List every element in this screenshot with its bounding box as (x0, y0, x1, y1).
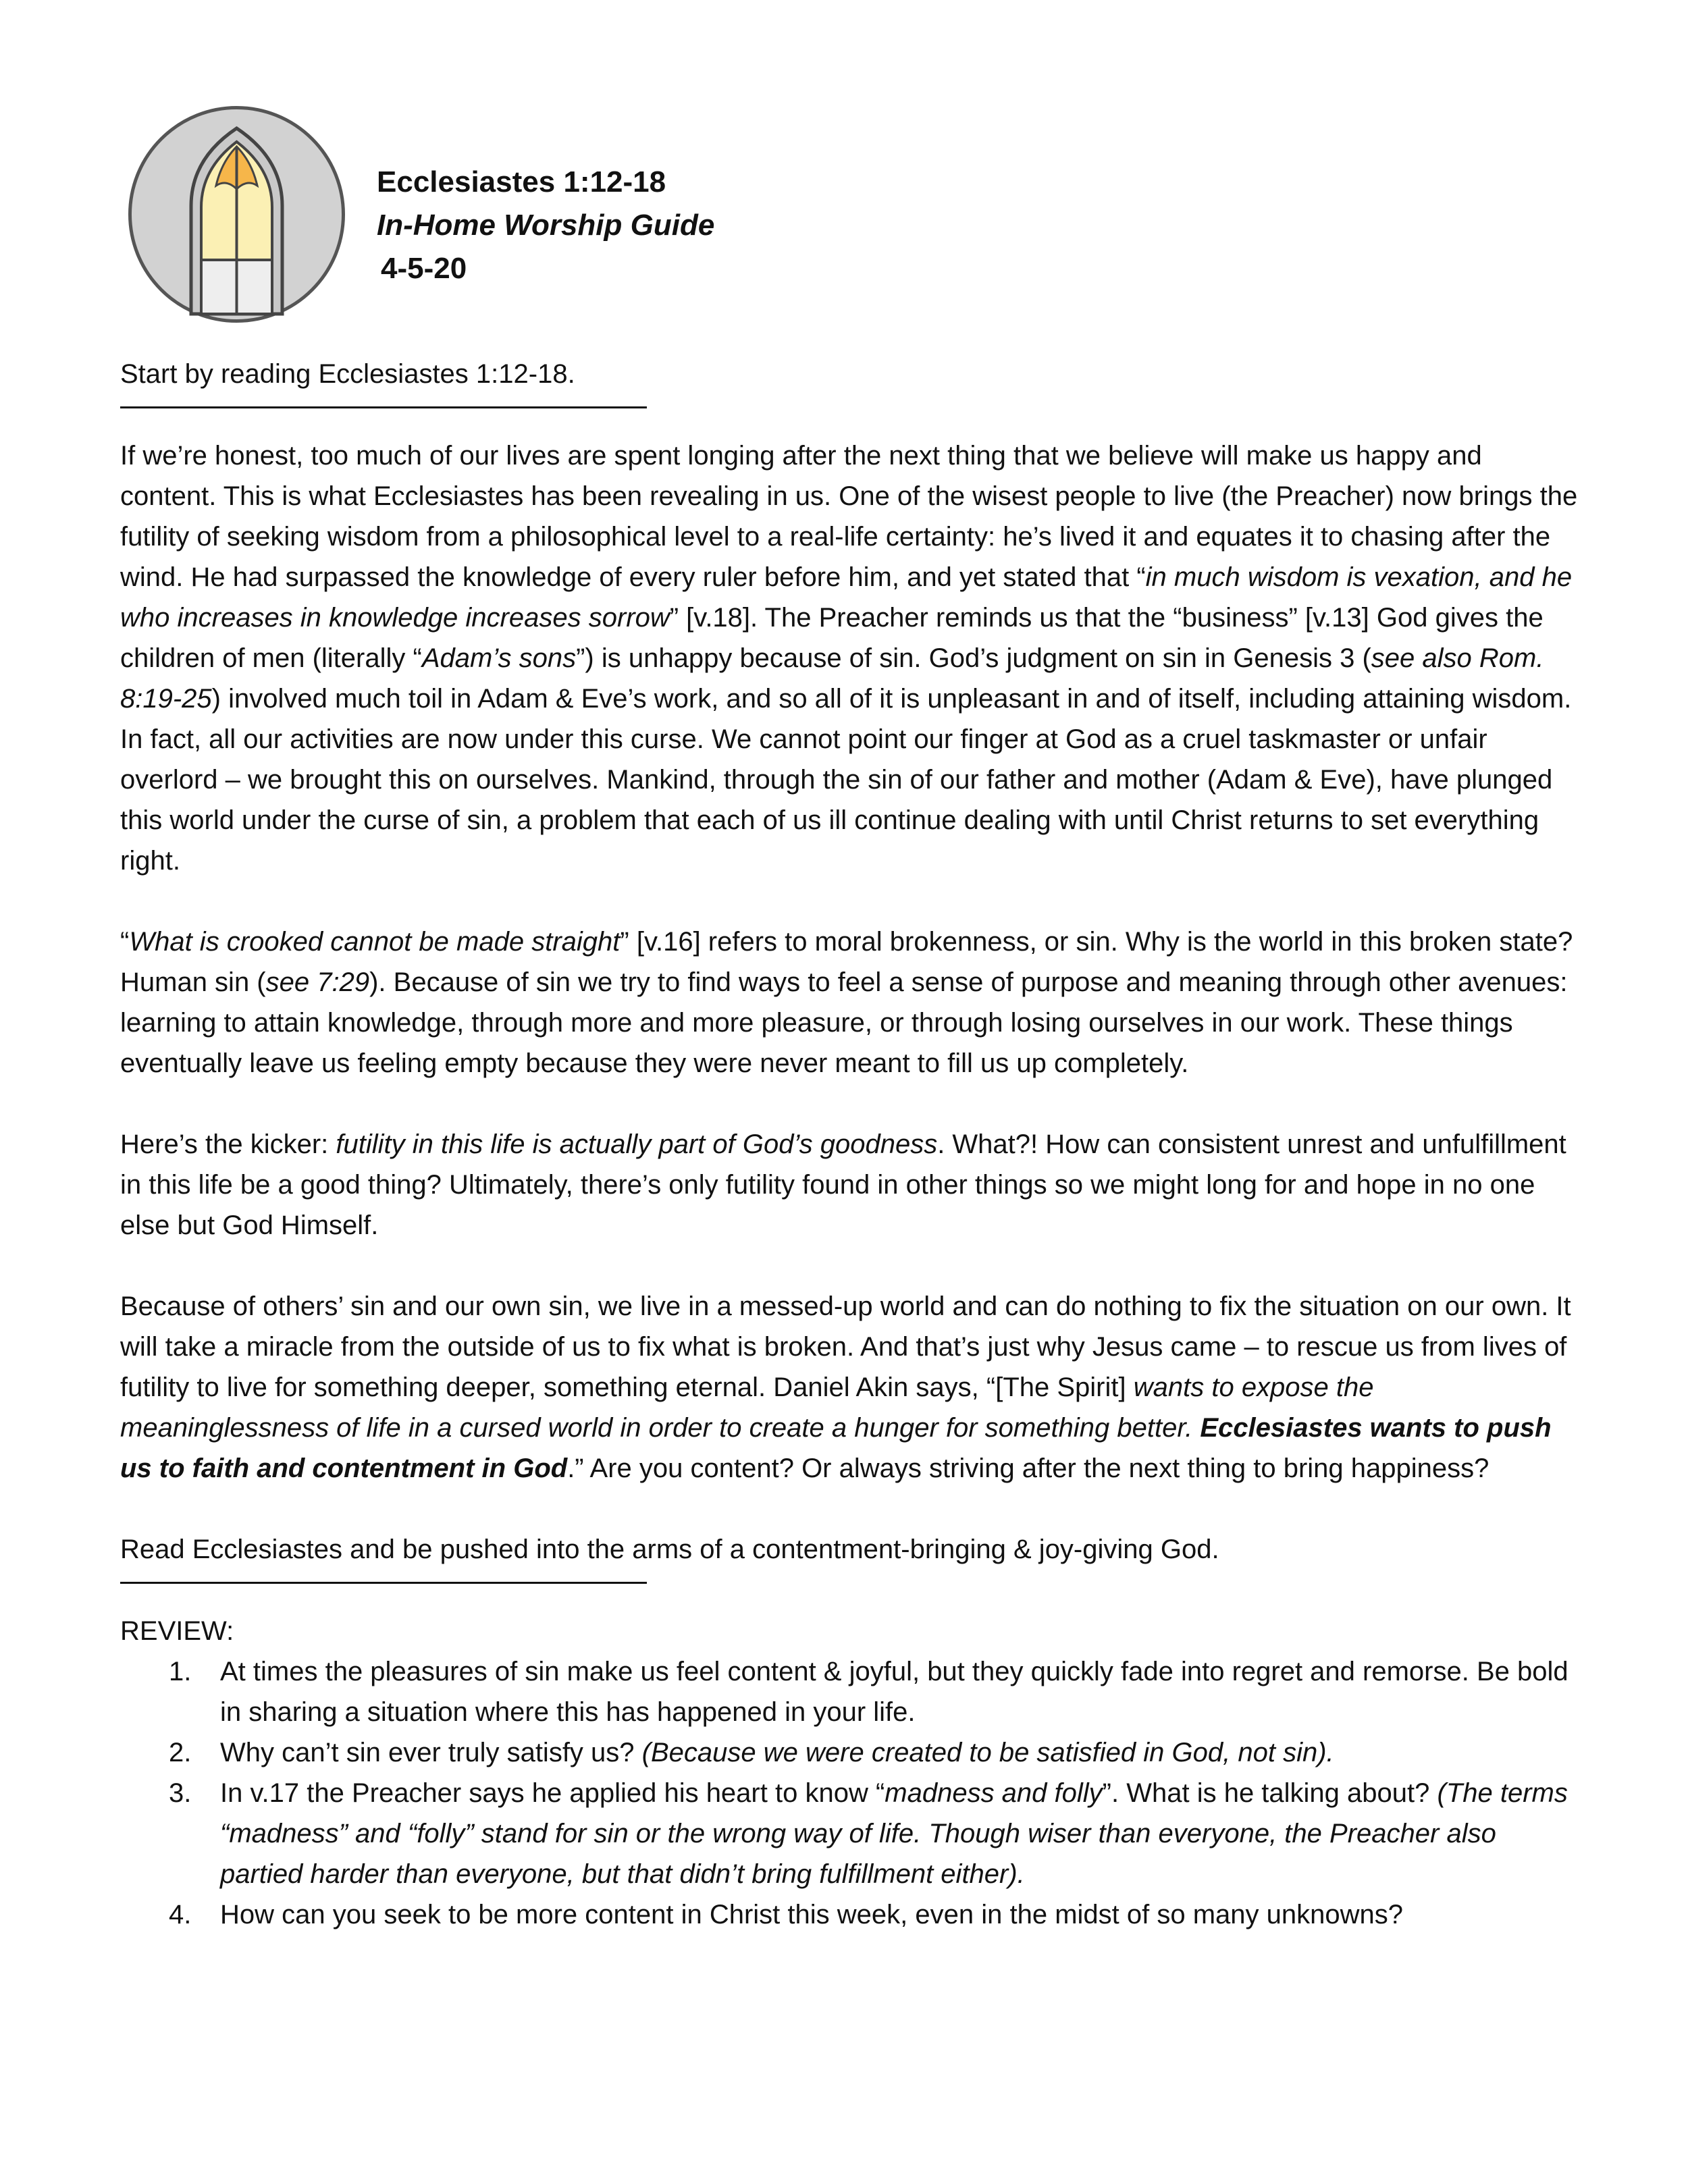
paragraph-1: If we’re honest, too much of our lives are spent longing after the next thing that we believe will make us happy and content. This is what Ecclesiastes has been revealing in us. One of the wisest people to live (the Preacher) now brings the futility of seeking wisdom from a philosophical level to a real-life certainty: he’s lived it and equates it to chasing after the wind. He had surpassed the knowledge of every ruler before him, and yet stated that “in much wisdom is vexation, and he who increases in knowledge increases sorrow” [v.18]. The Preacher reminds us that the “business” [v.13] God gives the children of men (literally “Adam’s sons”) is unhappy because of sin. God’s judgment on sin in Genesis 3 (see also Rom. 8:19-25) involved much toil in Adam & Eve’s work, and so all of it is unpleasant in and of itself, including attaining wisdom. In fact, all our activities are now under this curse. We cannot point our finger at God as a cruel taskmaster or unfair overlord – we brought this on ourselves. Mankind, through the sin of our father and mother (Adam & Eve), have plunged this world under the curse of sin, a problem that each of us ill continue dealing with until Christ returns to set everything right. (120, 441, 1578, 876)
review-item: 2. Why can’t sin ever truly satisfy us? (Because we were created to be satisfied in God, not sin). (169, 1738, 1334, 1767)
intro-line: Start by reading Ecclesiastes 1:12-18. (120, 359, 575, 389)
paragraph-2: “What is crooked cannot be made straight” [v.16] refers to moral brokenness, or sin. Why is the world in this broken state? Human sin (see 7:29). Because of sin we try to find ways to feel a sense of purpose and meaning through other avenues: learning to attain knowledge, through more and more pleasure, or through losing ourselves in our work. These things eventually leave us feeling empty because they were never meant to fill us up completely. (120, 927, 1573, 1078)
page-date: 4-5-20 (381, 252, 467, 285)
guide-body (120, 354, 1585, 1935)
divider (120, 406, 647, 408)
church-window-logo (127, 105, 346, 324)
review-item: 1. At times the pleasures of sin make us feel content & joyful, but they quickly fade into regret and remorse. Be bold in sharing a situation where this has happened in your life. (169, 1657, 1568, 1727)
page-subtitle: In-Home Worship Guide (377, 209, 715, 242)
review-list (120, 1651, 1585, 1935)
review-item: 3. In v.17 the Preacher says he applied his heart to know “madness and folly”. What is he talking about? (The terms “madness” and “folly” stand for sin or the wrong way of life. Though wiser than everyone, the Preacher also partied harder than everyone, but that didn’t bring fulfillment either). (169, 1778, 1568, 1889)
paragraph-3: Here’s the kicker: futility in this life is actually part of God’s goodness. What?! How can consistent unrest and unfulfillment in this life be a good thing? Ultimately, there’s only futility found in other things so we might long for and hope in no one else but God Himself. (120, 1129, 1566, 1240)
paragraph-4: Because of others’ sin and our own sin, we live in a messed-up world and can do nothing to fix the situation on our own. It will take a miracle from the outside of us to fix what is broken. And that’s just why Jesus came – to rescue us from lives of futility to live for something deeper, something eternal. Daniel Akin says, “[The Spirit] wants to expose the meaninglessness of life in a cursed world in order to create a hunger for something better. Ecclesiastes wants to push us to faith and contentment in God.” Are you content? Or always striving after the next thing to bring happiness? (120, 1291, 1571, 1483)
review-heading: REVIEW: (120, 1616, 234, 1646)
header (377, 161, 714, 290)
page-title: Ecclesiastes 1:12-18 (377, 165, 666, 198)
closing-line: Read Ecclesiastes and be pushed into the arms of a contentment-bringing & joy-giving God. (120, 1535, 1219, 1564)
review-item: 4. How can you seek to be more content in Christ this week, even in the midst of so many unknowns? (169, 1900, 1403, 1929)
divider (120, 1582, 647, 1584)
